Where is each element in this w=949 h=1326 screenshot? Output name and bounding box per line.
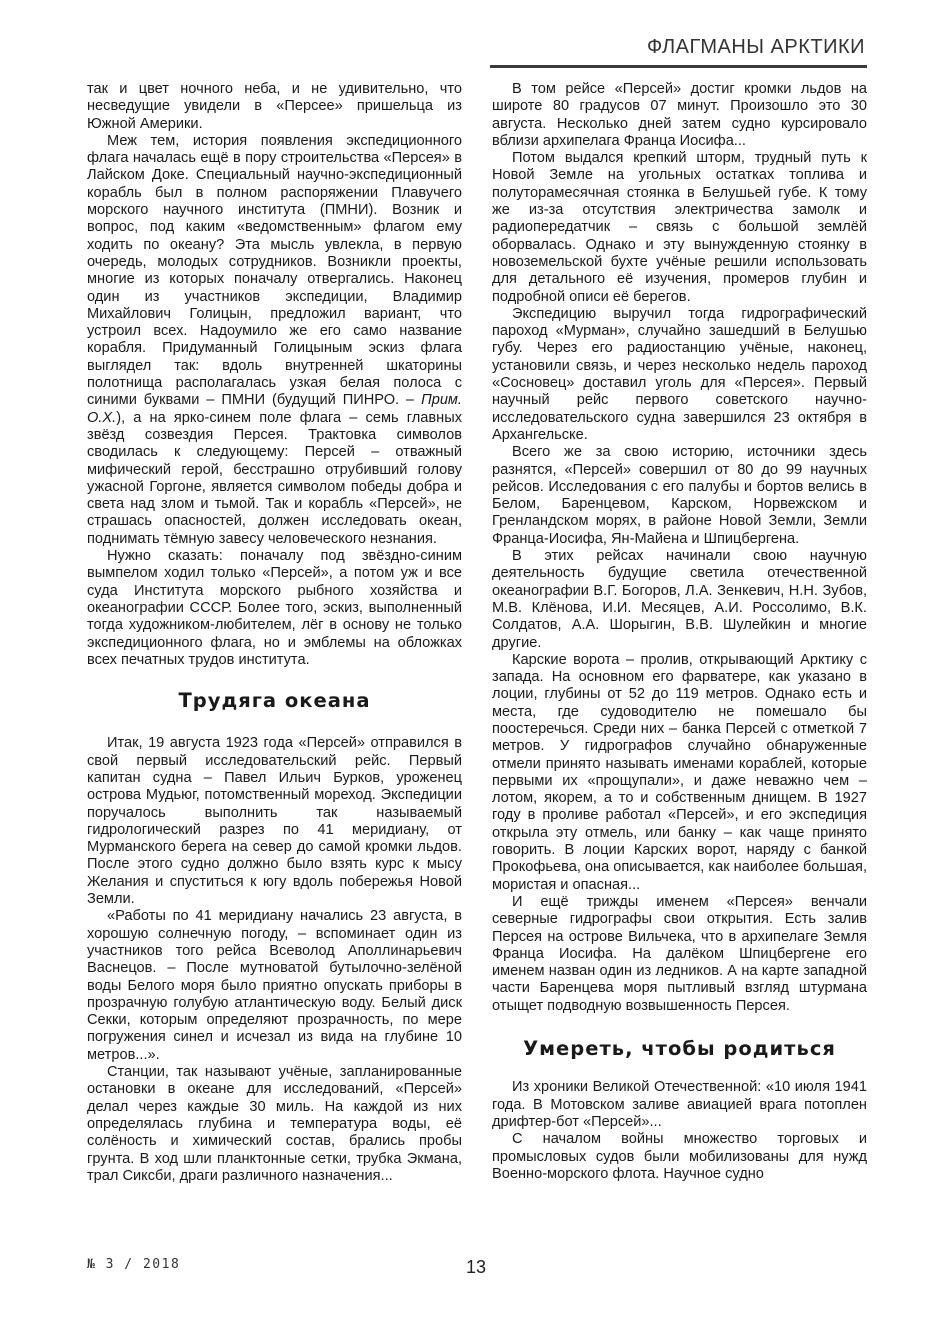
issue-number: № 3 / 2018 <box>87 1257 181 1272</box>
paragraph: Всего же за свою историю, источники здесь разнятся, «Персей» совершил от 80 до 99 научных рейсов. Исследования с его палубы и бортов велись в Белом, Баренцевом, Карском, Норвежском и Гренландском морях, в районе Новой Земли, Земли Франца-Иосифа, Ян-Майена и Шпицбергена. <box>492 444 867 547</box>
paragraph: Экспедицию выручил тогда гидрографический пароход «Мурман», случайно зашедший в Белушью губу. Через его радиостанцию учёные, наконец, установили связь, и через несколько недель пароход «Сосновец» доставил уголь для «Персея». Первый научный рейс первого советского научно-исследовательского судна завершился 23 октября в Архангельске. <box>492 305 867 443</box>
paragraph <box>87 133 462 548</box>
page-number: 13 <box>466 1257 487 1277</box>
paragraph: Потом выдался крепкий шторм, трудный путь к Новой Земле на угольных остатках топлива и полуторамесячная стоянка в Белушьей губе. К тому же из-за отсутствия электричества замолк и радиопередатчик – связь с большой землёй оборвалась. Однако и эту вынужденную стоянку в новоземельской бухте учёные решили использовать для детального её изучения, промеров глубин и подробной описи её берегов. <box>492 150 867 305</box>
paragraph: Станции, так называют учёные, запланированные остановки в океане для исследований, «Персей» делал через каждые 30 миль. На каждой из них определялась глубина и температура воды, её солёность и химический состав, брались пробы грунта. В ход шли планктонные сетки, трубка Экмана, трал Сиксби, драги различного назначения... <box>87 1064 462 1184</box>
paragraph: И ещё трижды именем «Персея» венчали северные гидрографы свои открытия. Есть залив Персея на острове Вильчека, что в архипелаге Земля Франца Иосифа. На далёком Шпицбергене его именем назван один из ледников. А на карте западной части Баренцева моря пытливый взгляд штурмана отыщет подводную возвышенность Персея. <box>492 893 867 1014</box>
paragraph: Нужно сказать: поначалу под звёздно-синим вымпелом ходил только «Персей», а потом уж и все суда Института морского рыбного хозяйства и океанографии СССР. Более того, эскиз, выполненный тогда художником-любителем, лёг в основу не только экспедиционного флага, но и эмблемы на обложках всех печатных трудов института. <box>87 548 462 668</box>
editor-note: Прим. О.Х. <box>87 392 462 426</box>
paragraph: «Работы по 41 меридиану начались 23 августа, в хорошую солнечную погоду, – вспоминает один из участников того рейса Всеволод Аполлинарьевич Васнецов. – После мутноватой бутылочно-зелёной воды Белого моря было приятно опускать приборы в прозрачную голубую атлантическую воду. Белый диск Секки, которым определяют прозрачность, по мере погружения синел и исчезал из вида на глубине 10 метров...». <box>87 908 462 1063</box>
paragraph: С началом войны множество торговых и промысловых судов были мобилизованы для нужд Военно-морского флота. Научное судно <box>492 1131 867 1182</box>
paragraph: Из хроники Великой Отечественной: «10 июля 1941 года. В Мотовском заливе авиацией врага потоплен дрифтер-бот «Персей»... <box>492 1079 867 1130</box>
paragraph: Итак, 19 августа 1923 года «Персей» отправился в свой первый исследовательский рейс. Первый капитан судна – Павел Ильич Бурков, уроженец острова Мудьюг, потомственный мореход. Экспедиции поручалось выполнить так называемый гидрологический разрез по 41 меридиану, от Мурманского берега на север до самой кромки льдов. После этого судно должно было взять курс к мысу Желания и спуститься к югу вдоль побережья Новой Земли. <box>87 735 462 908</box>
header-rule <box>490 65 867 68</box>
paragraph-text: ), а на ярко-синем поле флага – семь главных звёзд созвездия Персея. Трактовка символов сводилась к следующему: Персей – отважный мифический герой, бесстрашно отрубивший голову ужасной Горгоне, является символом победы добра и света над злом и тьмой. Так и корабль «Персей», не страшась опасностей, должен исследовать океан, поднимать тёмную завесу человеческого незнания. <box>87 409 462 547</box>
paragraph: В этих рейсах начинали свою научную деятельность будущие светила отечественной океанографии В.Г. Богоров, Л.А. Зенкевич, Н.Н. Зубов, М.В. Клёнова, И.И. Месяцев, А.И. Россолимо, В.К. Солдатов, А.А. Шорыгин, В.В. Шулейкин и многие другие. <box>492 548 867 651</box>
paragraph: В том рейсе «Персей» достиг кромки льдов на широте 80 градусов 07 минут. Произошло это 30 августа. Несколько дней затем судно курсировало вблизи архипелага Франца Иосифа... <box>492 81 867 149</box>
paragraph: Карские ворота – пролив, открывающий Арктику с запада. На основном его фарватере, как указано в лоции, глубины от 52 до 119 метров. Однако есть и места, где судоводителю не помешало бы поостеречься. Среди них – банка Персей с отметкой 7 метров. У гидрографов случайно обнаруженные отмели принято называть именами кораблей, которые первыми их «прощупали», и даже неважно чем – лотом, якорем, а то и собственным днищем. В 1927 году в проливе работал «Персей», и его экспедиция открыла эту отмель, или банку – как чаще принято говорить. В лоции Карских ворот, наряду с банкой Прокофьева, она описывается, как наиболее большая, мористая и опасная... <box>492 651 867 893</box>
right-column <box>492 81 867 1183</box>
paragraph-text: Меж тем, история появления экспедиционного флага началась ещё в пору строительства «Персея» в Лайском Доке. Специальный научно-экспедиционный корабль был в полном распоряжении Плавучего морского научного института (ПМНИ). Возник и вопрос, под каким «ведомственным» флагом ему ходить по океану? Эта мысль увлекла, в первую очередь, молодых сотрудников. Возникли проекты, многие из которых поначалу отвергались. Наконец один из участников экспедиции, Владимир Михайлович Голицын, предложил вариант, что устроил всех. Надоумило же его само название корабля. Придуманный Голицыным эскиз флага выглядел так: вдоль внутренней шкаторины полотнища располагалась узкая белая полоса с синими буквами – ПМНИ (будущий ПИНРО. – <box>87 132 462 409</box>
paragraph: так и цвет ночного неба, и не удивительно, что несведущие увидели в «Персее» пришельца из Южной Америки. <box>87 81 462 132</box>
section-heading: Трудяга океана <box>178 689 371 713</box>
section-title: ФЛАГМАНЫ АРКТИКИ <box>646 36 865 58</box>
section-heading: Умереть, чтобы родиться <box>523 1037 836 1061</box>
left-column <box>87 81 462 1185</box>
